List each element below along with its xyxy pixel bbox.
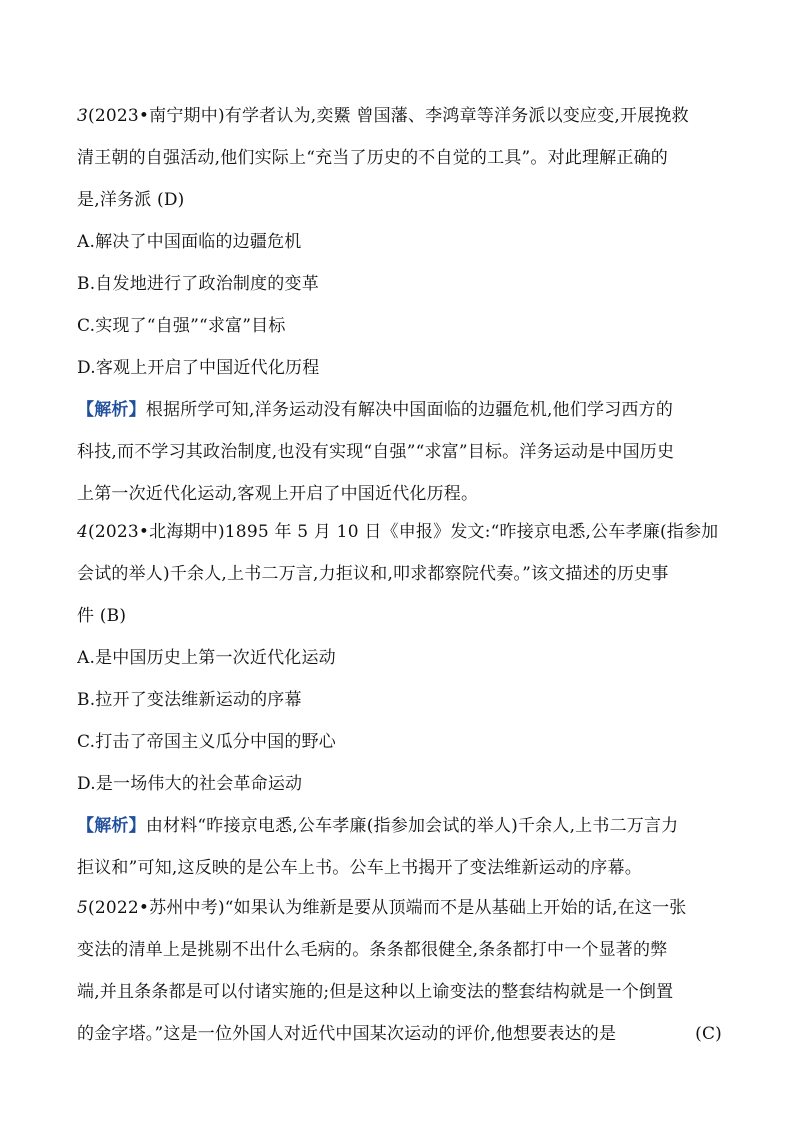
q3-stem-text-1: (2023•南宁期中)有学者认为,奕鱀 曾国藩、李鸿章等洋务派以变应变,开展挽救 (88, 106, 689, 126)
q3-option-c: C.实现了“自强”“求富”目标 (77, 316, 286, 336)
q4-stem-line-1 (77, 520, 722, 544)
q4-analysis-text-1: 由材料“昨接京电悉,公车孝廉(指参加会试的举人)千余人,上书二万言力 (145, 816, 679, 836)
q5-answer: (C) (695, 1024, 722, 1044)
q3-option-d: D.客观上开启了中国近代化历程 (77, 358, 320, 378)
q3-analysis-line-3: 上第一次近代化运动,客观上开启了中国近代化历程。 (77, 484, 479, 504)
q4-stem-line-3: 件 (B) (77, 606, 127, 626)
q5-stem-line-1 (77, 896, 722, 920)
q4-analysis-line-2: 拒议和”可知,这反映的是公车上书。公车上书揭开了变法维新运动的序幕。 (77, 858, 642, 878)
q5-stem-line-2: 变法的清单上是挑剔不出什么毛病的。条条都很健全,条条都打中一个显著的弊 (77, 940, 668, 960)
q4-option-d: D.是一场伟大的社会革命运动 (77, 774, 303, 794)
q4-option-b: B.拉开了变法维新运动的序幕 (77, 690, 302, 710)
q3-analysis-text-1: 根据所学可知,洋务运动没有解决中国面临的边疆危机,他们学习西方的 (145, 400, 674, 420)
q3-option-a: A.解决了中国面临的边疆危机 (77, 232, 302, 252)
q3-stem-line-2: 清王朝的自强活动,他们实际上“充当了历史的不自觉的工具”。对此理解正确的 (77, 148, 668, 168)
q4-stem-line-2: 会试的举人)千余人,上书二万言,力拒议和,叩求都察院代奏。”该文描述的历史事 (77, 564, 669, 584)
q4-analysis-line-1 (77, 814, 722, 838)
q5-number: 5 (77, 898, 89, 918)
q4-number: 4 (77, 522, 89, 542)
q3-stem-line-1 (77, 104, 722, 128)
q4-option-c: C.打击了帝国主义瓜分中国的野心 (77, 732, 337, 752)
q5-stem-text-4: 的金字塔。”这是一位外国人对近代中国某次运动的评价,他想要表达的是 (77, 1024, 617, 1044)
q3-number: 3 (77, 106, 89, 126)
q5-stem-line-3: 端,并且条条都是可以付诸实施的;但是这种以上谕变法的整套结构就是一个倒置 (77, 982, 674, 1002)
q3-stem-line-3: 是,洋务派 (D) (77, 190, 185, 210)
q3-analysis-line-2: 科技,而不学习其政治制度,也没有实现“自强”“求富”目标。洋务运动是中国历史 (77, 442, 675, 462)
q4-analysis-tag: 【解析】 (77, 816, 146, 836)
q3-analysis-line-1 (77, 398, 722, 422)
q3-analysis-tag: 【解析】 (77, 400, 146, 420)
q5-stem-text-1: (2022•苏州中考)“如果认为维新是要从顶端而不是从基础上开始的话,在这一张 (88, 898, 687, 918)
q3-option-b: B.自发地进行了政治制度的变革 (77, 274, 319, 294)
q5-stem-line-4 (77, 1022, 722, 1046)
q4-stem-text-1: (2023•北海期中)1895 年 5 月 10 日《申报》发文:“昨接京电悉,公车孝廉(指参加 (88, 522, 719, 542)
q4-option-a: A.是中国历史上第一次近代化运动 (77, 648, 336, 668)
